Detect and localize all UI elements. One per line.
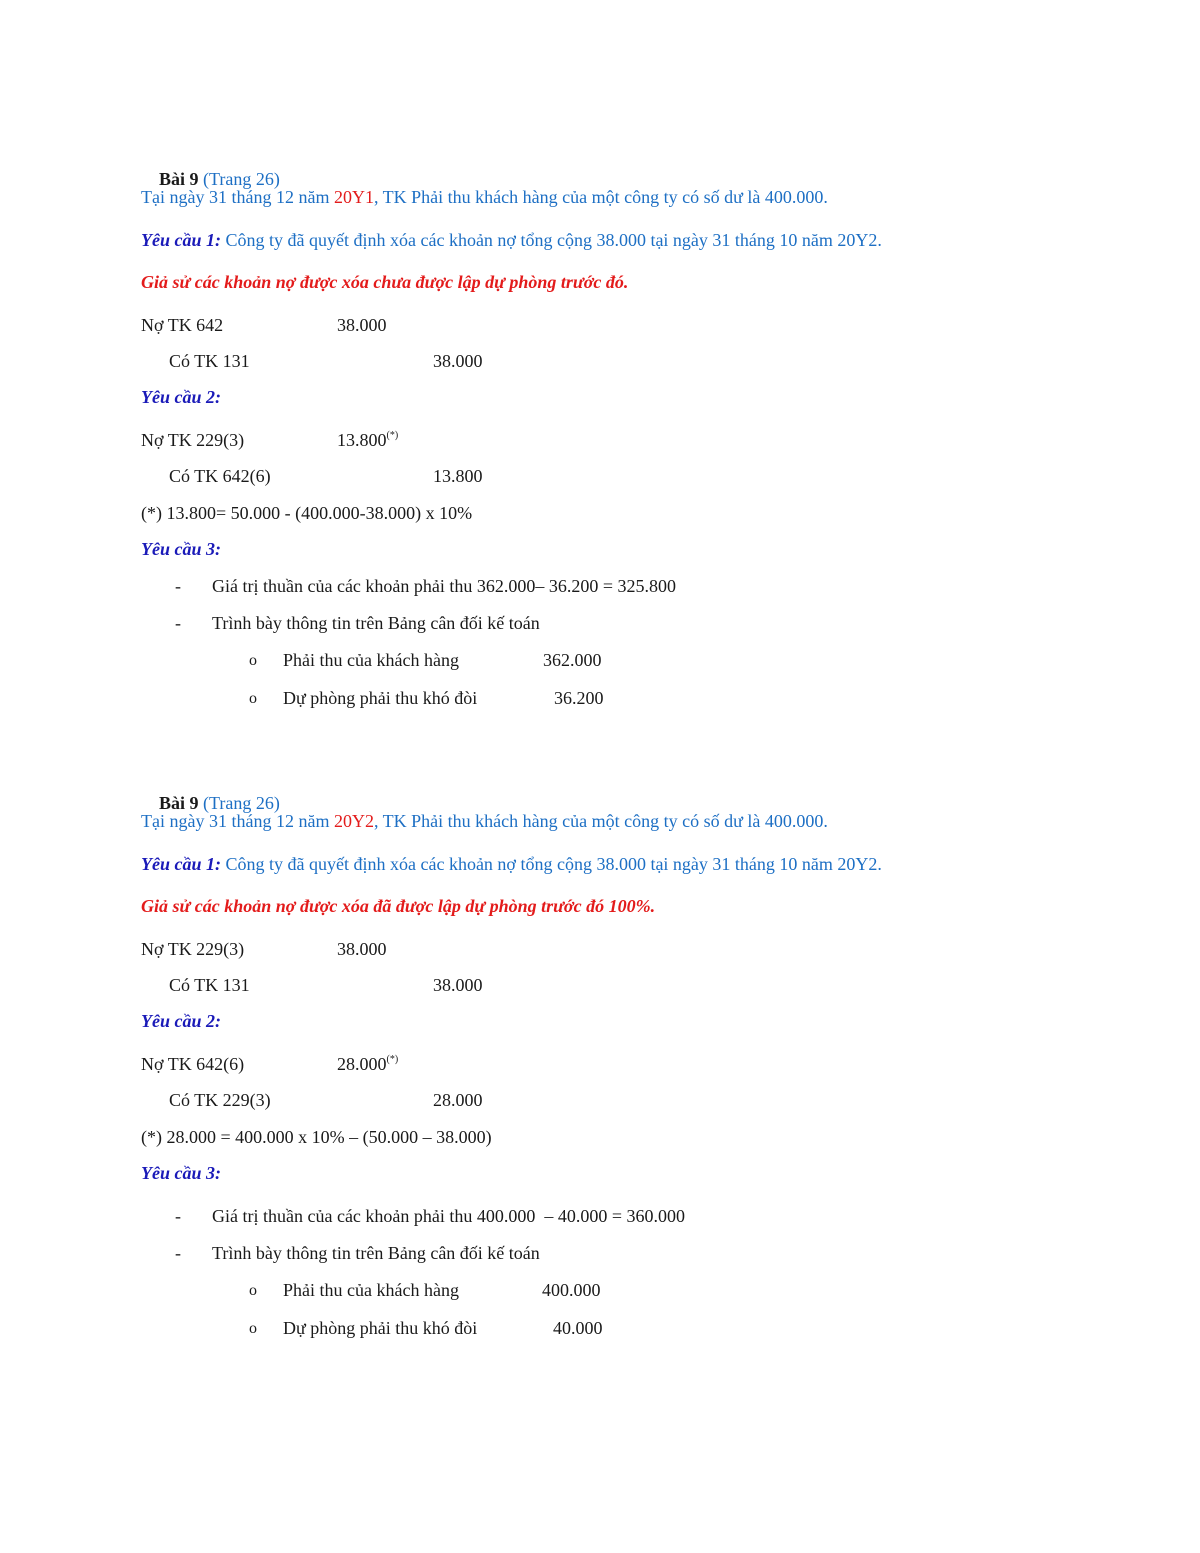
credit-amount: 13.800	[433, 466, 483, 486]
requirement-1-text: Công ty đã quyết định xóa các khoản nợ tổng cộng 38.000 tại ngày 31 tháng 10 năm 20Y2.	[221, 854, 882, 874]
circle-bullet: o	[249, 1282, 257, 1299]
intro-prefix: Tại ngày 31 tháng 12 năm	[141, 187, 334, 207]
requirement-1	[141, 228, 882, 252]
bullet-text: Giá trị thuần của các khoản phải thu 400.000 – 40.000 = 360.000	[212, 1206, 686, 1226]
dash-bullet: -	[175, 613, 181, 633]
intro-suffix: , TK Phải thu khách hàng của một công ty có số dư là 400.000.	[373, 811, 828, 831]
balance-row	[283, 1278, 601, 1302]
debit-account: Nợ TK 642	[141, 315, 224, 335]
intro-year: 20Y2	[333, 811, 374, 831]
page-reference: (Trang 26)	[203, 169, 280, 189]
requirement-1	[141, 852, 882, 876]
requirement-2-label: Yêu cầu 2:	[141, 1011, 221, 1031]
footnote-marker: (*)	[386, 1054, 399, 1065]
dash-bullet: -	[175, 1243, 181, 1263]
balance-amount: 362.000	[543, 650, 602, 670]
journal-debit-2	[141, 428, 399, 452]
credit-amount: 38.000	[433, 351, 483, 371]
balance-amount: 400.000	[542, 1280, 601, 1300]
balance-label: Dự phòng phải thu khó đòi	[283, 688, 478, 708]
calculation-note: (*) 13.800= 50.000 - (400.000-38.000) x 10%	[141, 503, 473, 523]
debit-amount: 38.000	[337, 939, 387, 959]
debit-amount: 13.800	[337, 430, 387, 450]
balance-row	[283, 1316, 603, 1340]
intro-text	[141, 809, 828, 833]
circle-bullet: o	[249, 1320, 257, 1337]
journal-debit-2	[141, 1052, 399, 1076]
calculation-note: (*) 28.000 = 400.000 x 10% – (50.000 – 38.000)	[141, 1127, 492, 1147]
debit-amount: 38.000	[337, 315, 387, 335]
requirement-1-label: Yêu cầu 1:	[141, 854, 221, 874]
journal-credit-1	[169, 973, 483, 997]
debit-account: Nợ TK 229(3)	[141, 430, 245, 450]
dash-bullet: -	[175, 1206, 181, 1226]
intro-suffix: , TK Phải thu khách hàng của một công ty có số dư là 400.000.	[373, 187, 828, 207]
debit-amount: 28.000	[337, 1054, 387, 1074]
credit-account: Có TK 229(3)	[169, 1090, 271, 1110]
footnote-marker: (*)	[386, 430, 399, 441]
exercise-title: Bài 9	[159, 169, 199, 189]
bullet-text: Trình bày thông tin trên Bảng cân đối kế toán	[212, 1243, 540, 1263]
requirement-3-label: Yêu cầu 3:	[141, 539, 221, 559]
page-reference: (Trang 26)	[203, 793, 280, 813]
balance-amount: 36.200	[554, 688, 604, 708]
balance-label: Dự phòng phải thu khó đòi	[283, 1318, 478, 1338]
circle-bullet: o	[249, 652, 257, 669]
requirement-1-label: Yêu cầu 1:	[141, 230, 221, 250]
journal-debit-1	[141, 937, 387, 961]
bullet-text: Trình bày thông tin trên Bảng cân đối kế toán	[212, 613, 540, 633]
credit-account: Có TK 642(6)	[169, 466, 271, 486]
balance-label: Phải thu của khách hàng	[283, 1280, 459, 1300]
balance-row	[283, 648, 602, 672]
assumption-text: Giả sử các khoản nợ được xóa đã được lập dự phòng trước đó 100%.	[141, 896, 656, 916]
intro-year: 20Y1	[333, 187, 374, 207]
balance-row	[283, 686, 604, 710]
credit-amount: 38.000	[433, 975, 483, 995]
credit-amount: 28.000	[433, 1090, 483, 1110]
intro-prefix: Tại ngày 31 tháng 12 năm	[141, 811, 334, 831]
balance-label: Phải thu của khách hàng	[283, 650, 459, 670]
intro-text	[141, 185, 828, 209]
requirement-2-label: Yêu cầu 2:	[141, 387, 221, 407]
credit-account: Có TK 131	[169, 975, 250, 995]
journal-credit-1	[169, 349, 483, 373]
assumption-text: Giả sử các khoản nợ được xóa chưa được lập dự phòng trước đó.	[141, 272, 629, 292]
journal-debit-1	[141, 313, 387, 337]
debit-account: Nợ TK 229(3)	[141, 939, 245, 959]
balance-amount: 40.000	[553, 1318, 603, 1338]
journal-credit-2	[169, 464, 483, 488]
bullet-text: Giá trị thuần của các khoản phải thu 362.000– 36.200 = 325.800	[212, 576, 677, 596]
requirement-1-text: Công ty đã quyết định xóa các khoản nợ tổng cộng 38.000 tại ngày 31 tháng 10 năm 20Y2.	[221, 230, 882, 250]
exercise-title: Bài 9	[159, 793, 199, 813]
journal-credit-2	[169, 1088, 483, 1112]
dash-bullet: -	[175, 576, 181, 596]
debit-account: Nợ TK 642(6)	[141, 1054, 245, 1074]
requirement-3-label: Yêu cầu 3:	[141, 1163, 221, 1183]
circle-bullet: o	[249, 690, 257, 707]
credit-account: Có TK 131	[169, 351, 250, 371]
